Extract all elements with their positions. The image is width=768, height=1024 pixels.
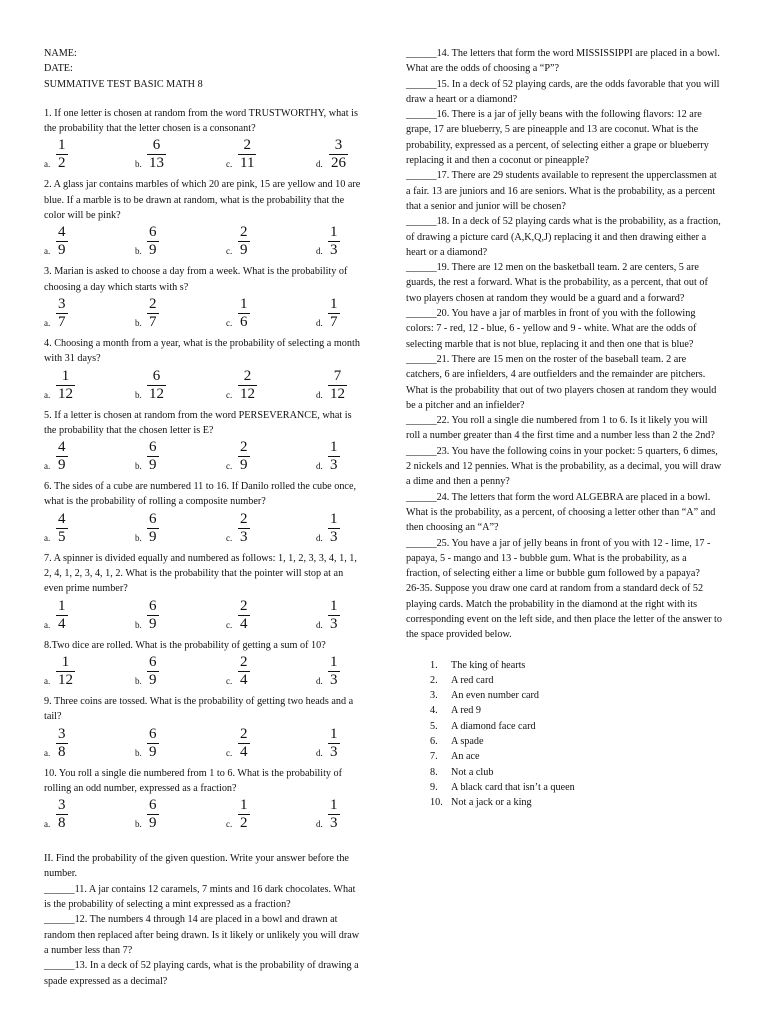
card-event-item [406, 780, 722, 795]
fraction-denominator: 9 [149, 743, 157, 760]
option-fraction [147, 654, 159, 689]
fraction-denominator: 7 [58, 313, 66, 330]
fraction-denominator: 3 [330, 815, 338, 832]
fraction-denominator: 4 [240, 615, 248, 632]
option-letter: a. [44, 317, 51, 328]
option-fraction [238, 368, 257, 403]
option-letter: b. [135, 317, 142, 328]
item-number: 5. [430, 720, 438, 732]
option-fraction [238, 654, 250, 689]
fraction-numerator: 6 [149, 797, 157, 814]
option-fraction [56, 511, 68, 546]
option-letter: d. [316, 246, 323, 257]
fraction-denominator: 12 [149, 385, 164, 402]
fraction-numerator: 6 [149, 224, 157, 241]
option-fraction [147, 224, 159, 259]
item-number: 4. [430, 705, 438, 717]
answer-options [44, 653, 362, 694]
option-fraction [147, 368, 166, 403]
question-24: ______24. The letters that form the word ALGEBRA are placed in a bowl. What is the probability, as a percent, of choosing a letter other than “A” and then choosing an “A”? [406, 491, 716, 534]
option-fraction [238, 797, 250, 832]
option-letter: d. [316, 619, 323, 630]
fraction-denominator: 7 [149, 313, 157, 330]
fraction-denominator: 13 [149, 155, 164, 172]
fraction-numerator: 1 [330, 224, 338, 241]
option-fraction [56, 598, 68, 633]
question-text: 2. A glass jar contains marbles of which 20 are pink, 15 are yellow and 10 are blue. If a marble is to be drawn at random, what is the probability that the color will be pink? [44, 179, 361, 222]
fraction-denominator: 3 [330, 743, 338, 760]
card-event-item [406, 795, 722, 810]
fraction-denominator: 4 [240, 743, 248, 760]
question-13: ______13. In a deck of 52 playing cards, what is the probability of drawing a spade expressed as a decimal? [44, 960, 359, 987]
part-two-section [44, 851, 362, 989]
card-event-item [406, 703, 722, 718]
option-letter: b. [135, 159, 142, 170]
card-event-list [406, 658, 722, 811]
answer-options [44, 510, 362, 551]
item-text: A red 9 [451, 705, 481, 717]
fraction-numerator: 1 [330, 295, 338, 312]
option-letter: a. [44, 619, 51, 630]
option-fraction [56, 726, 68, 761]
question-15: ______15. In a deck of 52 playing cards, are the odds favorable that you will draw a heart or a diamond? [406, 78, 720, 105]
fraction-numerator: 4 [58, 224, 66, 241]
option-letter: c. [226, 317, 233, 328]
fraction-numerator: 2 [243, 367, 252, 384]
option-letter: d. [316, 461, 323, 472]
card-event-item [406, 765, 722, 780]
option-fraction [147, 511, 159, 546]
question-text: 9. Three coins are tossed. What is the probability of getting two heads and a tail? [44, 695, 354, 723]
question-23: ______23. You have the following coins in your pocket: 5 quarters, 6 dimes, 2 nickels and 12 pennies. What is the probability, as a decimal, you will draw a dime and then a penny? [406, 445, 722, 488]
question-text: 4. Choosing a month from a year, what is the probability of selecting a month with 31 days? [44, 337, 360, 365]
fraction-denominator: 2 [58, 155, 66, 172]
fraction-denominator: 9 [149, 528, 157, 545]
fraction-denominator: 8 [58, 815, 66, 832]
fraction-numerator: 2 [149, 295, 157, 312]
option-fraction [147, 296, 159, 331]
item-number: 7. [430, 751, 438, 763]
item-text: The king of hearts [451, 659, 526, 671]
item-text: Not a jack or a king [451, 797, 532, 809]
card-event-item [406, 673, 722, 688]
option-fraction [328, 654, 340, 689]
option-letter: d. [316, 389, 323, 400]
item-text: A black card that isn’t a queen [451, 781, 575, 793]
answer-options [44, 725, 362, 766]
fraction-numerator: 1 [330, 653, 338, 670]
item-number: 9. [430, 781, 438, 793]
fraction-denominator: 9 [58, 242, 66, 259]
fraction-numerator: 2 [240, 510, 248, 527]
question-9 [44, 694, 362, 766]
option-letter: c. [226, 246, 233, 257]
fraction-denominator: 9 [149, 671, 157, 688]
question-text: 1. If one letter is chosen at random from the word TRUSTWORTHY, what is the probability that the letter chosen is a consonant? [44, 107, 358, 135]
option-letter: c. [226, 747, 233, 758]
option-fraction [328, 511, 340, 546]
question-16: ______16. There is a jar of jelly beans with the following flavors: 12 are grape, 17 are blueberry, 5 are pineapple and 13 are coconut. What is the probability, expressed as a percent, of selecting either a grape or blueberry replacing it and then a coconut or pineapple? [406, 109, 709, 167]
fraction-denominator: 3 [330, 615, 338, 632]
card-event-item [406, 688, 722, 703]
item-number: 2. [430, 674, 438, 686]
item-text: A spade [451, 736, 484, 748]
fraction-numerator: 6 [149, 439, 157, 456]
fraction-numerator: 1 [61, 653, 70, 670]
option-fraction [147, 439, 159, 474]
question-text: 10. You roll a single die numbered from 1 to 6. What is the probability of rolling an odd number, expressed as a fraction? [44, 767, 343, 794]
item-number: 1. [430, 659, 438, 671]
question-5 [44, 408, 362, 480]
multiple-choice-section [44, 106, 362, 837]
answer-options [44, 223, 362, 264]
option-letter: b. [135, 747, 142, 758]
item-text: A diamond face card [451, 720, 536, 732]
fraction-numerator: 6 [149, 597, 157, 614]
fraction-denominator: 9 [240, 457, 248, 474]
option-fraction [238, 598, 250, 633]
option-fraction [56, 654, 75, 689]
item-number: 6. [430, 736, 438, 748]
fraction-numerator: 4 [58, 510, 66, 527]
option-fraction [56, 137, 68, 172]
question-14: ______14. The letters that form the word MISSISSIPPI are placed in a bowl. What are the odds of choosing a “P”? [406, 48, 720, 75]
item-text: An even number card [451, 690, 539, 702]
fraction-numerator: 6 [149, 653, 157, 670]
fraction-numerator: 6 [152, 367, 161, 384]
item-number: 8. [430, 766, 438, 778]
question-17: ______17. There are 29 students available to represent the upperclassmen at a fair. 13 are juniors and 16 are seniors. What is the probability, as a percent that a senior and junior will be chosen? [406, 170, 717, 212]
option-fraction [329, 137, 348, 172]
question-8 [44, 638, 362, 694]
fraction-numerator: 1 [330, 439, 338, 456]
option-fraction [56, 224, 68, 259]
option-letter: d. [316, 532, 323, 543]
answer-options [44, 597, 362, 638]
question-text: 6. The sides of a cube are numbered 11 to 16. If Danilo rolled the cube once, what is the probability of rolling a composite number? [44, 481, 357, 508]
item-text: Not a club [451, 766, 494, 778]
fraction-denominator: 2 [240, 815, 248, 832]
date-line: DATE: [44, 63, 73, 75]
option-fraction [56, 368, 75, 403]
option-fraction [238, 511, 250, 546]
option-letter: c. [226, 159, 233, 170]
option-fraction [328, 296, 340, 331]
fraction-denominator: 4 [240, 671, 248, 688]
option-fraction [328, 726, 340, 761]
option-letter: a. [44, 159, 51, 170]
question-12: ______12. The numbers 4 through 14 are placed in a bowl and drawn at random then replaced after being drawn. Is it likely or unlikely you will draw a number less than 7? [44, 914, 360, 956]
fraction-numerator: 2 [243, 137, 251, 154]
fraction-numerator: 1 [58, 597, 66, 614]
option-letter: a. [44, 819, 51, 830]
spacer [44, 837, 362, 851]
fraction-denominator: 6 [240, 313, 248, 330]
fraction-denominator: 12 [240, 385, 255, 402]
left-column [44, 46, 362, 989]
question-2 [44, 177, 362, 264]
question-1 [44, 106, 362, 178]
fraction-numerator: 4 [58, 439, 66, 456]
option-letter: a. [44, 461, 51, 472]
fraction-numerator: 6 [149, 725, 157, 742]
item-number: 10. [430, 797, 443, 809]
option-fraction [328, 368, 347, 403]
fraction-denominator: 3 [240, 528, 248, 545]
question-21: ______21. There are 15 men on the roster of the baseball team. 2 are catchers, 6 are infielders, 4 are outfielders and the remainder are pitchers. What is the probability that out of two players chosen at random they would be a pitcher and an infielder? [406, 353, 717, 411]
fraction-denominator: 9 [149, 242, 157, 259]
fraction-denominator: 9 [149, 457, 157, 474]
option-fraction [147, 797, 159, 832]
fraction-denominator: 4 [58, 615, 66, 632]
spacer [44, 92, 362, 106]
question-text: 3. Marian is asked to choose a day from a week. What is the probability of choosing a day which starts with s? [44, 266, 348, 293]
fraction-numerator: 1 [330, 510, 338, 527]
fraction-numerator: 1 [58, 137, 66, 154]
option-fraction [328, 598, 340, 633]
fraction-denominator: 5 [58, 528, 66, 545]
name-line: NAME: [44, 48, 77, 59]
question-text: 7. A spinner is divided equally and numbered as follows: 1, 1, 2, 3, 3, 4, 1, 1, 2, 4, 1, 2, 3, 4, 1, 2. What is the probability that the pointer will stop at an even prime number? [44, 552, 357, 595]
fraction-denominator: 9 [240, 242, 248, 259]
option-letter: b. [135, 819, 142, 830]
option-fraction [238, 296, 250, 331]
fraction-numerator: 1 [330, 597, 338, 614]
option-letter: a. [44, 389, 51, 400]
fraction-numerator: 1 [61, 367, 70, 384]
card-event-item [406, 719, 722, 734]
option-letter: c. [226, 461, 233, 472]
option-letter: a. [44, 747, 51, 758]
option-fraction [238, 726, 250, 761]
fraction-denominator: 9 [58, 457, 66, 474]
fraction-denominator: 11 [240, 155, 255, 172]
question-3 [44, 264, 362, 336]
option-letter: d. [316, 819, 323, 830]
question-7 [44, 551, 362, 638]
question-19: ______19. There are 12 men on the basketball team. 2 are centers, 5 are guards, the rest a forward. What is the probability, as a percent, that out of two players chosen at random they would be a guard and a forward? [406, 262, 708, 304]
option-fraction [56, 439, 68, 474]
option-letter: c. [226, 819, 233, 830]
question-text: 8.Two dice are rolled. What is the probability of getting a sum of 10? [44, 639, 326, 651]
card-event-item [406, 734, 722, 749]
question-25: ______25. You have a jar of jelly beans in front of you with 12 - lime, 17 - papaya, 5 - mango and 13 - bubble gum. What is the probability, as a fraction, of selecting either a lime or bubble gum followed by a papaya? [406, 537, 711, 580]
option-fraction [147, 726, 159, 761]
option-letter: a. [44, 246, 51, 257]
fraction-denominator: 12 [58, 385, 73, 402]
matching-instruction: 26-35. Suppose you draw one card at random from a standard deck of 52 playing cards. Match the probability in the diamond at the right with its corresponding event on the left side, and then place the letter of the answer to the space provided below. [406, 583, 722, 641]
fraction-denominator: 3 [330, 242, 338, 259]
option-fraction [328, 797, 340, 832]
option-fraction [238, 137, 256, 172]
fraction-numerator: 1 [240, 295, 248, 312]
question-18: ______18. In a deck of 52 playing cards what is the probability, as a fraction, of drawing a picture card (A,K,Q,J) replacing it and then drawing either a heart or a diamond? [406, 216, 721, 258]
option-fraction [238, 224, 250, 259]
option-letter: d. [316, 747, 323, 758]
fraction-numerator: 6 [152, 137, 161, 154]
option-fraction [56, 797, 68, 832]
answer-options [44, 438, 362, 479]
answer-options [44, 796, 362, 837]
fraction-numerator: 2 [240, 725, 248, 742]
item-text: An ace [451, 751, 480, 763]
option-letter: d. [316, 675, 323, 686]
fraction-denominator: 9 [149, 615, 157, 632]
option-letter: d. [316, 317, 323, 328]
fraction-numerator: 2 [240, 224, 248, 241]
fraction-numerator: 2 [240, 597, 248, 614]
fraction-numerator: 7 [333, 367, 342, 384]
fraction-denominator: 3 [330, 528, 338, 545]
fraction-numerator: 3 [58, 725, 66, 742]
option-letter: a. [44, 532, 51, 543]
question-6 [44, 479, 362, 551]
option-letter: c. [226, 619, 233, 630]
option-letter: b. [135, 675, 142, 686]
fraction-numerator: 3 [58, 295, 66, 312]
question-4 [44, 336, 362, 408]
fraction-numerator: 1 [330, 797, 338, 814]
fraction-numerator: 1 [330, 725, 338, 742]
fraction-denominator: 12 [58, 671, 73, 688]
fraction-denominator: 8 [58, 743, 66, 760]
option-fraction [147, 598, 159, 633]
fraction-denominator: 26 [331, 155, 346, 172]
question-10 [44, 766, 362, 838]
test-title: SUMMATIVE TEST BASIC MATH 8 [44, 78, 203, 90]
option-letter: c. [226, 389, 233, 400]
answer-options [44, 295, 362, 336]
option-letter: d. [316, 159, 323, 170]
fraction-numerator: 6 [149, 510, 157, 527]
option-fraction [147, 137, 166, 172]
question-11: ______11. A jar contains 12 caramels, 7 mints and 16 dark chocolates. What is the probability of selecting a mint expressed as a fraction? [44, 883, 356, 911]
card-event-item [406, 658, 722, 673]
fraction-denominator: 12 [330, 385, 345, 402]
option-fraction [328, 439, 340, 474]
option-letter: b. [135, 389, 142, 400]
right-column [406, 46, 722, 811]
option-letter: c. [226, 675, 233, 686]
fraction-numerator: 2 [240, 653, 248, 670]
fraction-denominator: 9 [149, 815, 157, 832]
fraction-denominator: 7 [330, 313, 338, 330]
part-two-instruction: II. Find the probability of the given question. Write your answer before the number. [44, 853, 349, 880]
option-letter: b. [135, 619, 142, 630]
answer-options [44, 136, 362, 177]
item-number: 3. [430, 690, 438, 702]
option-fraction [238, 439, 250, 474]
fraction-numerator: 3 [334, 137, 343, 154]
option-letter: a. [44, 675, 51, 686]
fraction-denominator: 3 [330, 457, 338, 474]
fraction-denominator: 3 [330, 671, 338, 688]
option-letter: b. [135, 246, 142, 257]
option-letter: c. [226, 532, 233, 543]
fraction-numerator: 1 [240, 797, 248, 814]
item-text: A red card [451, 674, 494, 686]
option-letter: b. [135, 532, 142, 543]
question-20: ______20. You have a jar of marbles in front of you with the following colors: 7 - red, 12 - blue, 6 - yellow and 9 - white. What are the odds of selecting marble that is not blue, replacing it and then one that is blue? [406, 308, 697, 350]
card-event-item [406, 749, 722, 764]
fraction-numerator: 2 [240, 439, 248, 456]
question-22: ______22. You roll a single die numbered from 1 to 6. Is it likely you will roll a number greater than 4 the first time and a number less than 2 the 2nd? [406, 415, 715, 442]
fraction-numerator: 3 [58, 797, 66, 814]
option-fraction [328, 224, 340, 259]
answer-options [44, 367, 362, 408]
option-fraction [56, 296, 68, 331]
question-text: 5. If a letter is chosen at random from the word PERSEVERANCE, what is the probability that the chosen letter is E? [44, 409, 352, 436]
spacer [406, 643, 722, 658]
option-letter: b. [135, 461, 142, 472]
